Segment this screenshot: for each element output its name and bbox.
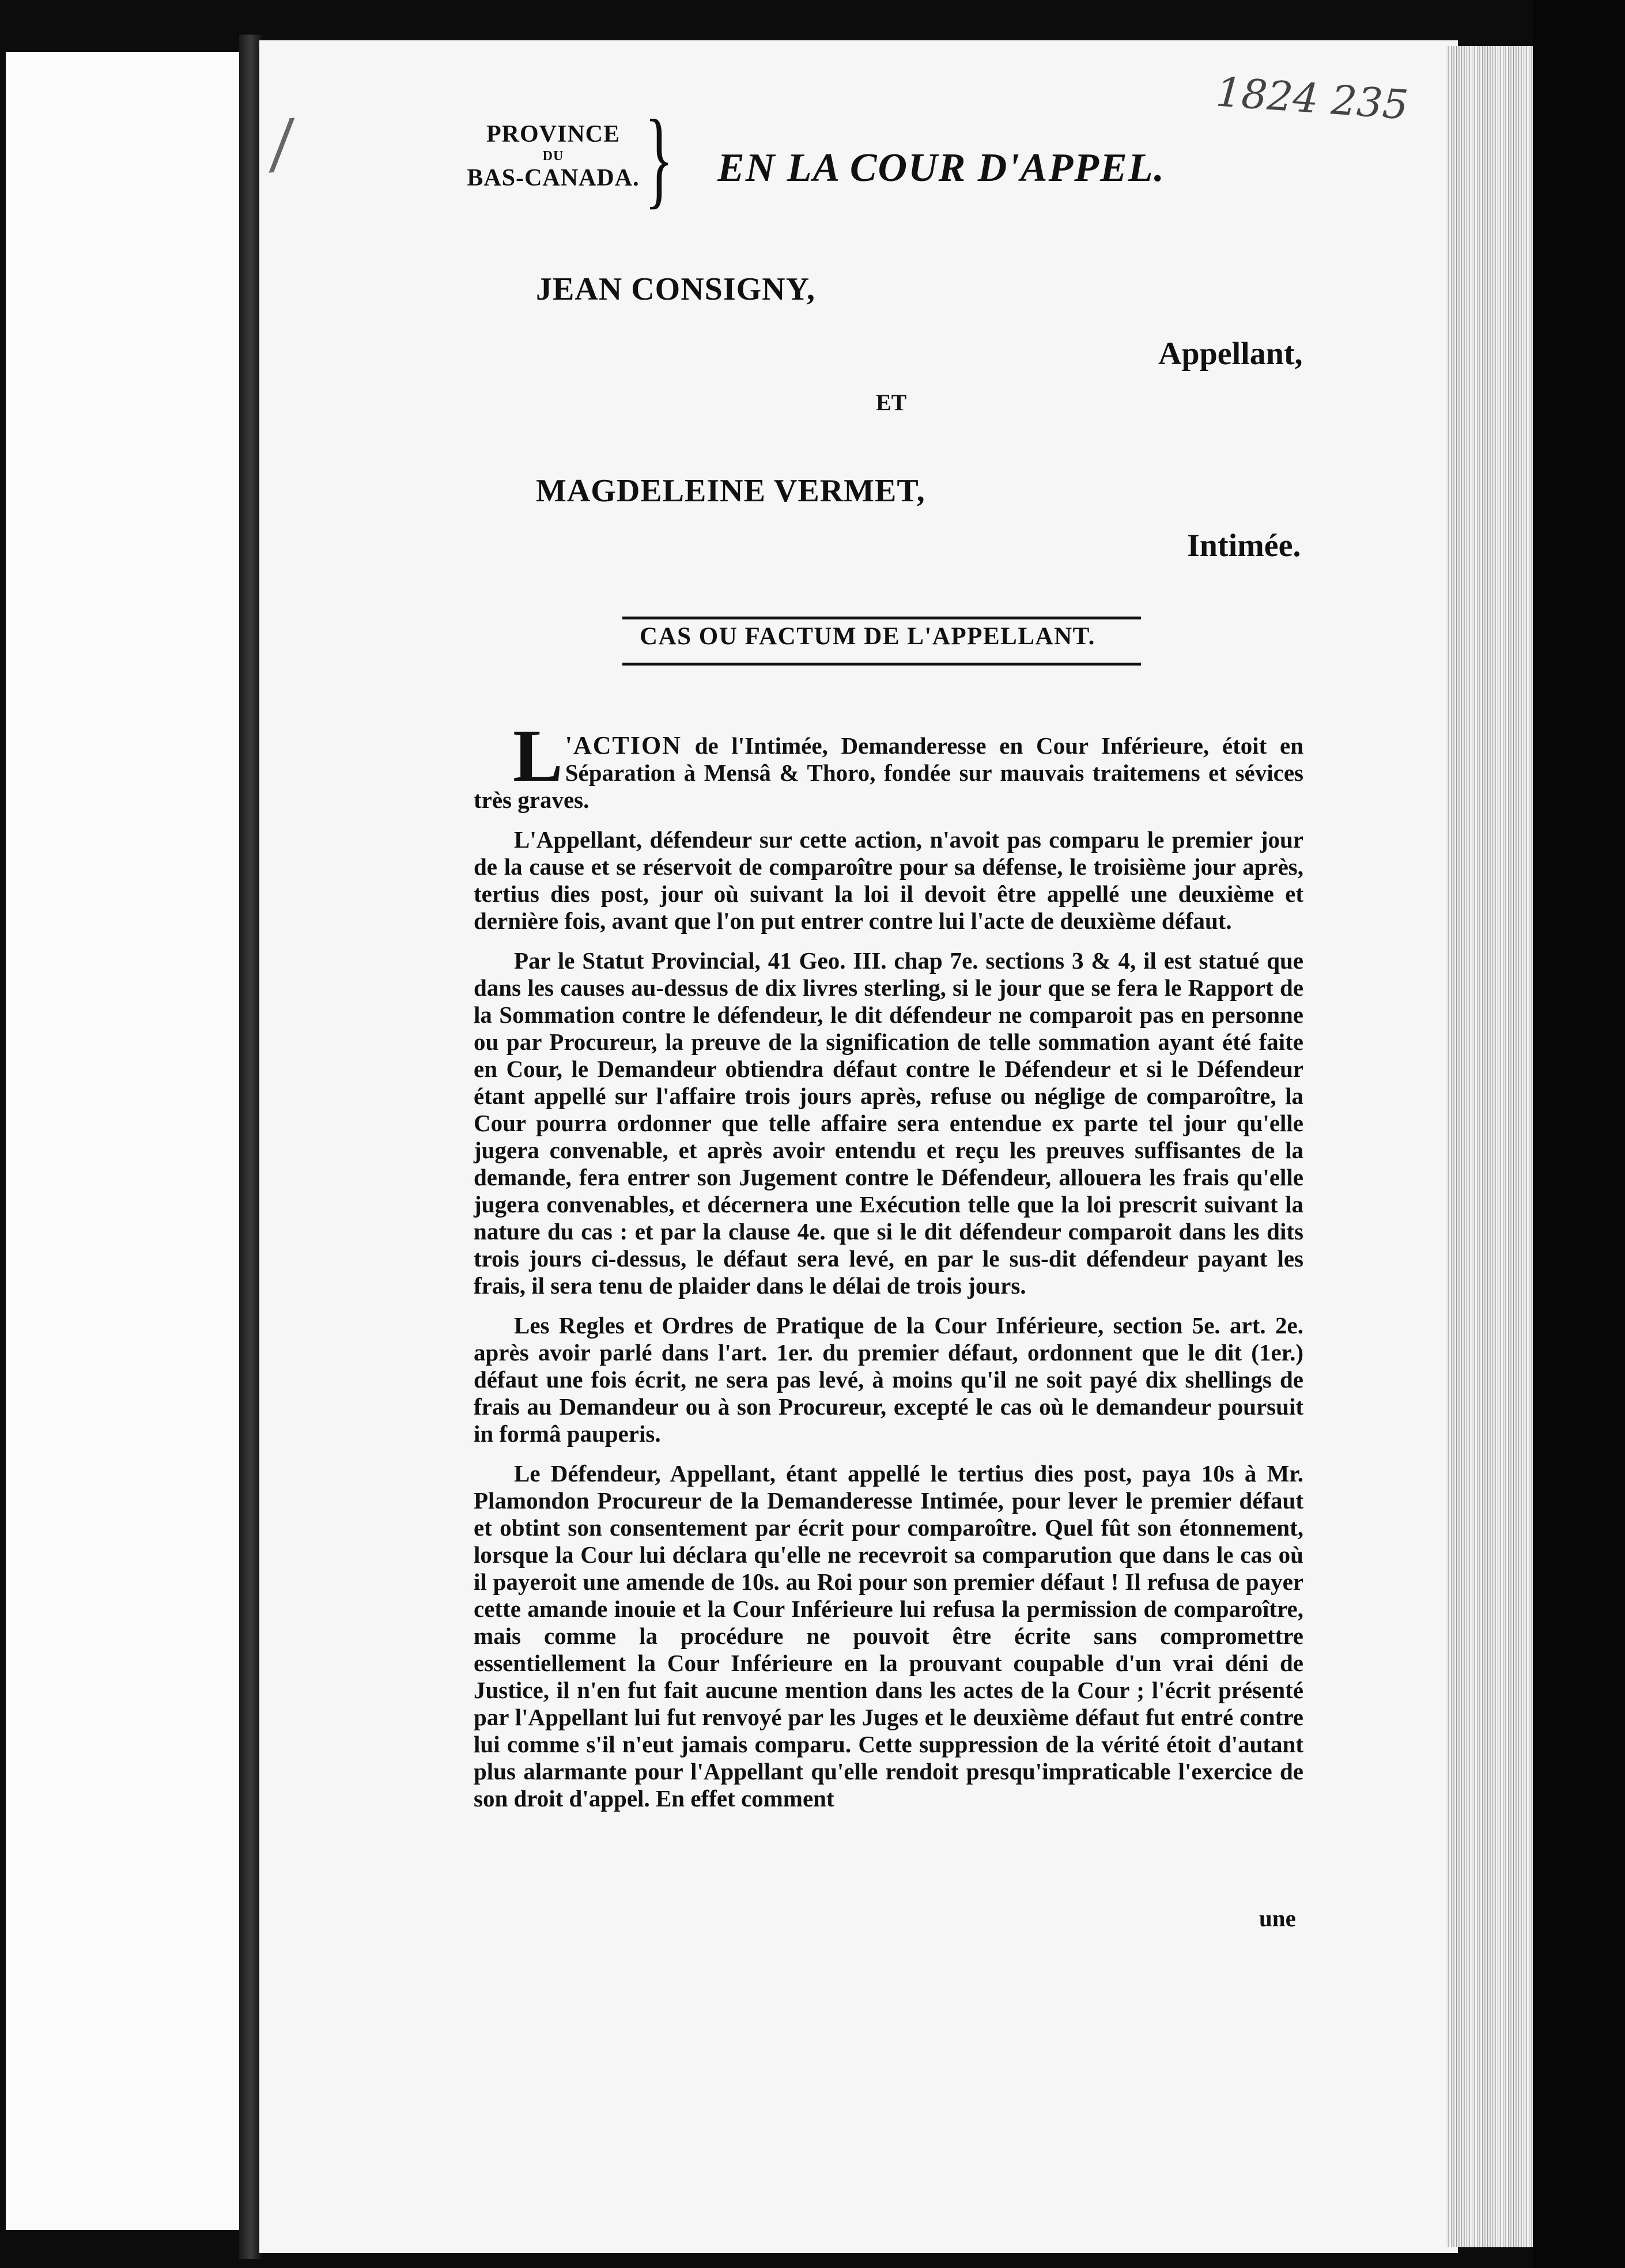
catchword: une (1259, 1905, 1296, 1931)
conjunction: ET (876, 390, 907, 415)
margin-mark: / (267, 105, 296, 182)
brace-icon: } (644, 98, 674, 219)
handwritten-number: 1824 235 (1214, 68, 1410, 129)
scan-border (1533, 0, 1625, 2268)
court-title: EN LA COUR D'APPEL. (717, 146, 1165, 190)
title-bottom-rule (622, 663, 1141, 666)
left-page (6, 52, 239, 2230)
province-block (455, 120, 651, 192)
paragraph-1-text: de l'Intimée, Demanderesse en Cour Inférieure, étoit en Séparation à Mensâ & Thoro, fondée sur mauvais traitemens et sévices très graves. (474, 732, 1303, 813)
title-top-rule (622, 617, 1141, 619)
appellant-role: Appellant, (1158, 336, 1303, 372)
paragraph-2: L'Appellant, défendeur sur cette action, n'avoit pas comparu le premier jour de la cause et se réservoit de comparoître pour sa défense, le troisième jour après, tertius dies post, jour où suivant la loi il devoit être appellé une deuxième et dernière fois, avant que l'on put entrer contre lui l'acte de deuxième défaut. (474, 826, 1303, 934)
paragraph-1 (474, 715, 1303, 814)
province-line3: BAS-CANADA. (467, 165, 640, 191)
page-edges (1446, 46, 1533, 2247)
paragraph-5: Le Défendeur, Appellant, étant appellé le tertius dies post, paya 10s à Mr. Plamondon Procureur de la Demanderesse Intimée, pour lever le premier défaut et obtint son consentement par écrit pour comparoître. Quel fût son étonnement, lorsque la Cour lui déclara qu'elle ne recevroit sa comparution que dans le cas où il payeroit une amende de 10s. au Roi pour son premier défaut ! Il refusa de payer cette amande inouie et la Cour Inférieure lui refusa la permission de comparoître, mais comme la procédure ne pouvoit être écrite sans compromettre essentiellement la Cour Inférieure en la prouvant coupable d'un vrai déni de Justice, il n'en fut fait aucune mention dans les actes de la Cour ; l'écrit présenté par l'Appellant lui fut renvoyé par les Juges et le deuxième défaut fut entré contre lui comme s'il n'eut jamais comparu. Cette suppression de la vérité étoit d'autant plus alarmante pour l'Appellant qu'elle rendoit presqu'impraticable l'exercice de son droit d'appel. En effet comment (474, 1460, 1303, 1812)
first-word: 'ACTION (565, 731, 682, 759)
paragraph-3: Par le Statut Provincial, 41 Geo. III. chap 7e. sections 3 & 4, il est statué que dans les causes au-dessus de dix livres sterling, si le jour que se fera le Rapport de la Sommation contre le défendeur, le dit défendeur ne comparoit pas en personne ou par Procureur, la preuve de la signification de telle sommation ayant été faite en Cour, le Demandeur obtiendra défaut contre le Défendeur et si le Défendeur étant appellé sur l'affaire trois jours après, refuse ou néglige de comparoître, la Cour pourra ordonner que telle affaire sera entendue ex parte tel jour qu'elle jugera convenable, et après avoir entendu et reçu les preuves suffisantes de la demande, fera entrer son Jugement contre le Défendeur, allouera les frais qu'elle jugera convenables, et décernera une Exécution telle que la loi prescrit suivant la nature du cas : et par la clause 4e. que si le dit défendeur comparoit dans les dits trois jours ci-dessus, le défaut sera levé, en par le sus-dit défendeur payant les frais, il sera tenu de plaider dans le délai de trois jours. (474, 947, 1303, 1299)
respondent-role: Intimée. (1187, 528, 1301, 564)
factum-title: CAS OU FACTUM DE L'APPELLANT. (640, 623, 1095, 650)
drop-cap: L (513, 715, 563, 797)
province-line1: PROVINCE (486, 121, 620, 148)
book-gutter (239, 35, 262, 2259)
paragraph-4: Les Regles et Ordres de Pratique de la Cour Inférieure, section 5e. art. 2e. après avoir parlé dans l'art. 1er. du premier défaut, ordonnent que le dit (1er.) défaut une fois écrit, ne sera pas levé, à moins qu'il ne soit payé dix shellings de frais au Demandeur ou à son Procureur, excepté le cas où le demandeur poursuit in formâ pauperis. (474, 1312, 1303, 1447)
body-text (474, 715, 1303, 1825)
respondent-name: MAGDELEINE VERMET, (536, 473, 925, 509)
province-line2: DU (542, 149, 564, 164)
appellant-name: JEAN CONSIGNY, (536, 271, 815, 307)
